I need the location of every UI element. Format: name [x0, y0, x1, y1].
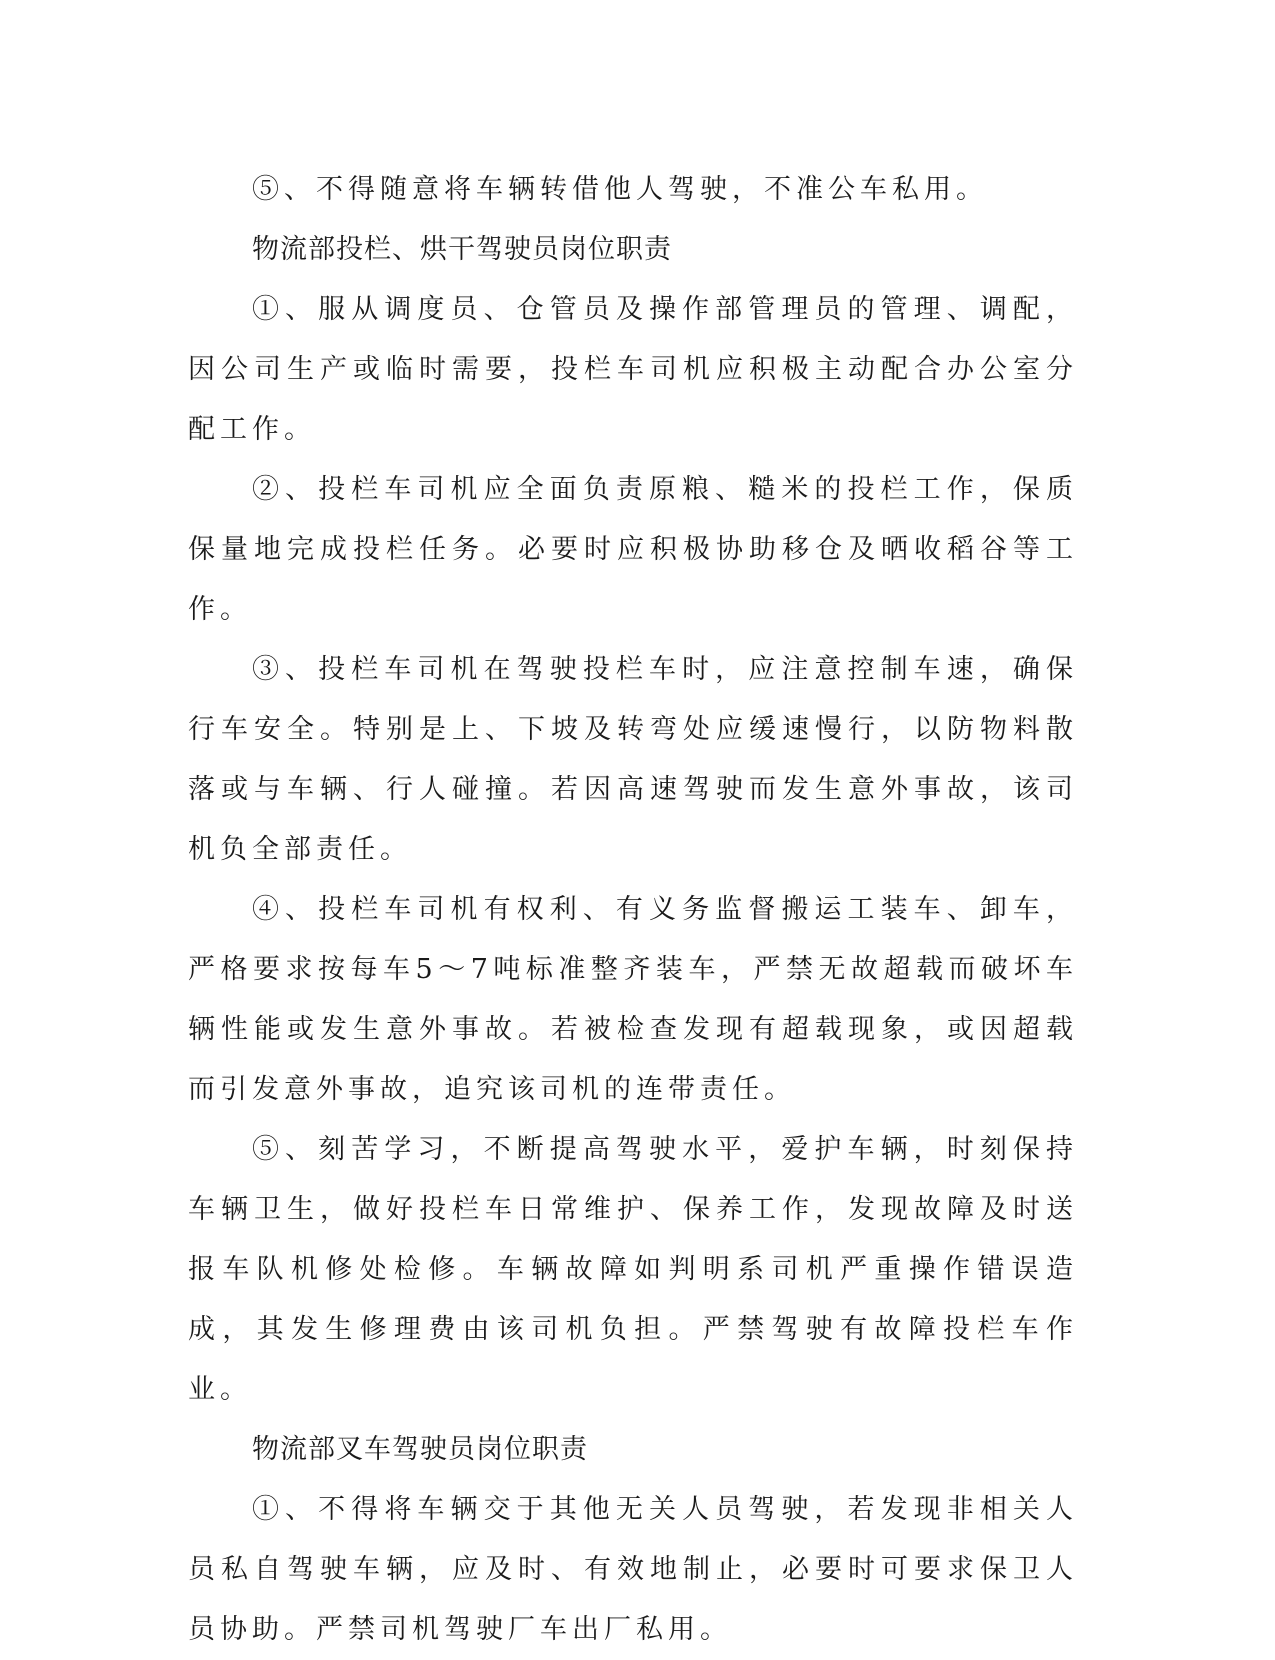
- paragraph-item-5-maintenance: ⑤、刻苦学习，不断提高驾驶水平，爱护车辆，时刻保持车辆卫生，做好投栏车日常维护、保养工作，发现故障及时送报车队机修处检修。车辆故障如判明系司机严重操作错误造成，其发生修理费由该司机负担。严禁驾驶有故障投栏车作业。: [188, 1134, 1078, 1405]
- section-heading-feeding-drying-driver: 物流部投栏、烘干驾驶员岗位职责: [252, 234, 672, 265]
- paragraph-item-1-obey-dispatch: ①、服从调度员、仓管员及操作部管理员的管理、调配，因公司生产或临时需要，投栏车司机应积极主动配合办公室分配工作。: [188, 294, 1078, 445]
- paragraph-item-5-no-lending: ⑤、不得随意将车辆转借他人驾驶，不准公车私用。: [252, 174, 988, 205]
- section-heading-forklift-driver: 物流部叉车驾驶员岗位职责: [252, 1434, 588, 1465]
- paragraph-item-4-load-supervision: ④、投栏车司机有权利、有义务监督搬运工装车、卸车，严格要求按每车5～7吨标准整齐装车，严禁无故超载而破坏车辆性能或发生意外事故。若被检查发现有超载现象，或因超载而引发意外事故，追究该司机的连带责任。: [188, 894, 1078, 1105]
- paragraph-item-2-feeding-work: ②、投栏车司机应全面负责原粮、糙米的投栏工作，保质保量地完成投栏任务。必要时应积极协助移仓及晒收稻谷等工作。: [188, 474, 1078, 625]
- paragraph-item-3-speed-control: ③、投栏车司机在驾驶投栏车时，应注意控制车速，确保行车安全。特别是上、下坡及转弯处应缓速慢行，以防物料散落或与车辆、行人碰撞。若因高速驾驶而发生意外事故，该司机负全部责任。: [188, 654, 1078, 865]
- document-body: [188, 160, 1078, 1660]
- paragraph-item-1-no-unauthorized-driving: ①、不得将车辆交于其他无关人员驾驶，若发现非相关人员私自驾驶车辆，应及时、有效地制止，必要时可要求保卫人员协助。严禁司机驾驶厂车出厂私用。: [188, 1494, 1078, 1645]
